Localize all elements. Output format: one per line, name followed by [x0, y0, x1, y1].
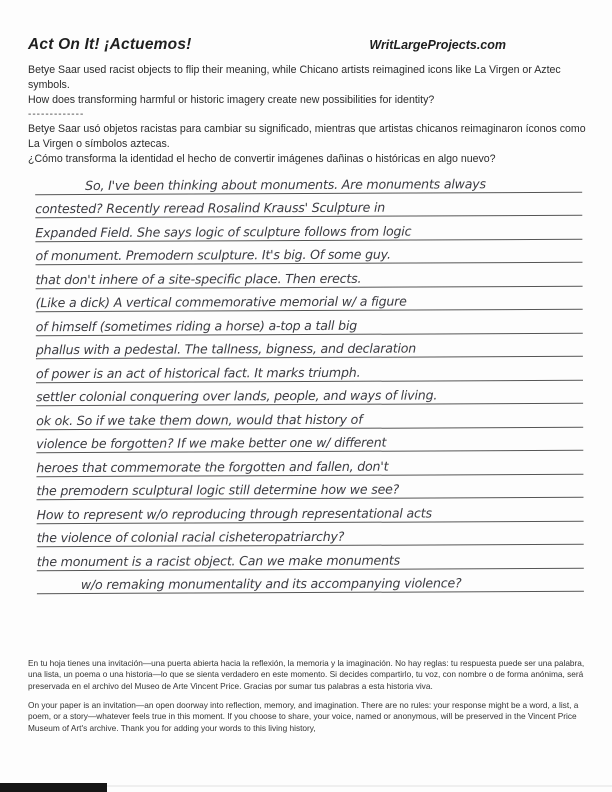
prompt-statement-es: Betye Saar usó objetos racistas para cambiar su significado, mientras que artistas chicanos reimaginaron íconos como La Virgen o símbolos aztecas. — [28, 123, 586, 151]
handwriting-line: heroes that commemorate the forgotten and fallen, don't — [36, 451, 583, 477]
handwriting-line: contested? Recently reread Rosalind Krauss' Sculpture in — [35, 192, 582, 218]
handwriting-line: So, I've been thinking about monuments. Are monuments always — [35, 169, 582, 195]
handwriting-line: violence be forgotten? If we make better one w/ different — [36, 427, 583, 453]
handwriting-line: the monument is a racist object. Can we make monuments — [37, 545, 584, 571]
handwriting-line: that don't inhere of a site-specific place. Then erects. — [35, 263, 582, 289]
handwriting-line: the premodern sculptural logic still determine how we see? — [36, 474, 583, 500]
page-header — [28, 36, 506, 54]
page-title: Act On It! ¡Actuemos! — [28, 36, 192, 53]
handwriting-line: of himself (sometimes riding a horse) a-top a tall big — [36, 310, 583, 336]
handwriting-line: How to represent w/o reproducing through representational acts — [37, 498, 584, 524]
prompt-block — [28, 63, 588, 167]
handwritten-response-area — [35, 169, 584, 594]
handwriting-line: phallus with a pedestal. The tallness, bigness, and declaration — [36, 333, 583, 359]
handwriting-line: of power is an act of historical fact. It marks triumph. — [36, 357, 583, 383]
divider-dashes: ------------- — [28, 109, 85, 121]
handwriting-line: (Like a dick) A vertical commemorative memorial w/ a figure — [36, 286, 583, 312]
site-url: WritLargeProjects.com — [369, 38, 506, 52]
scan-artifact-bar — [0, 783, 107, 792]
handwriting-line: ok ok. So if we take them down, would that history of — [36, 404, 583, 430]
handwriting-line: Expanded Field. She says logic of sculpture follows from logic — [35, 216, 582, 242]
handwriting-line: the violence of colonial racial cisheteropatriarchy? — [37, 521, 584, 547]
handwriting-line: settler colonial conquering over lands, people, and ways of living. — [36, 380, 583, 406]
handwriting-line: w/o remaking monumentality and its accompanying violence? — [37, 568, 584, 594]
footer-invitation-es: En tu hoja tienes una invitación—una puerta abierta hacia la reflexión, la memoria y la imaginación. No hay reglas: tu respuesta puede ser una palabra, una lista, un poema o una historia—lo que se sienta verdadero en este momento. Si decides compartirlo, tu voz, con nombre o de forma anónima, será preservada en el archivo del Museo de Arte Vincent Price. Gracias por sumar tus palabras a esta historia viva. — [28, 658, 585, 691]
prompt-statement-en: Betye Saar used racist objects to flip their meaning, while Chicano artists reimagined icons like La Virgen or Aztec symbols. — [28, 64, 561, 92]
prompt-question-es: ¿Cómo transforma la identidad el hecho de convertir imágenes dañinas o históricas en algo nuevo? — [28, 153, 496, 166]
handwriting-line: of monument. Premodern sculpture. It's big. Of some guy. — [35, 239, 582, 265]
prompt-question-en: How does transforming harmful or historic imagery create new possibilities for identity? — [28, 94, 435, 107]
footer-invitation-en: On your paper is an invitation—an open doorway into reflection, memory, and imagination. There are no rules: your response might be a word, a list, a poem, or a story—whatever feels true in this moment. If you choose to share, your voice, named or anonymous, will be preserved in the Vincent Price Museum of Art's archive. Thank you for adding your words to this living history, — [28, 700, 579, 733]
